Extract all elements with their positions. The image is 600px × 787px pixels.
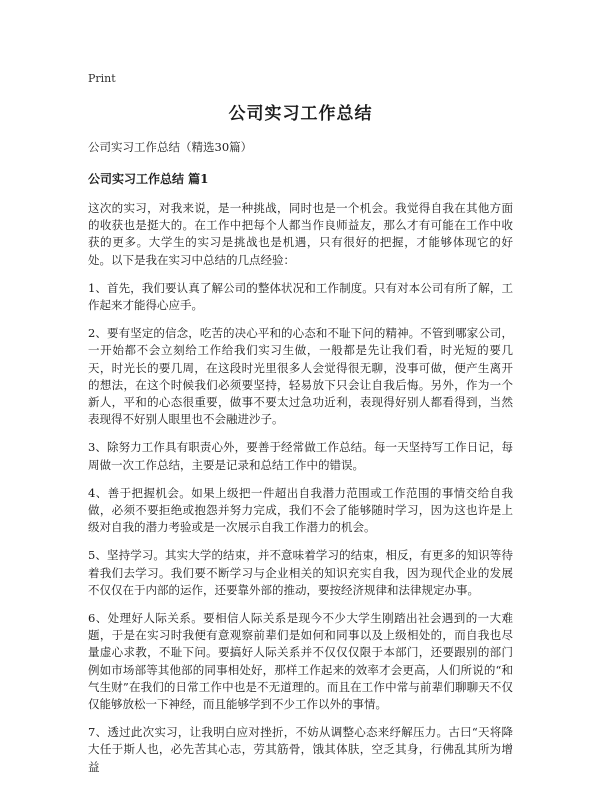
document-page bbox=[88, 72, 513, 787]
paragraph-intro: 这次的实习，对我来说，是一种挑战，同时也是一个机会。我觉得自我在其他方面的收获也是挺大的。在工作中把每个人都当作良师益友，那么才有可能在工作中收获的更多。大学生的实习是挑战也是机遇，只有很好的把握，才能够体现它的好处。以下是我在实习中总结的几点经验： bbox=[88, 201, 513, 267]
paragraph-point-3: 3、除努力工作具有职责心外，要善于经常做工作总结。每一天坚持写工作日记，每周做一次工作总结，主要是记录和总结工作中的错误。 bbox=[88, 440, 513, 472]
paragraph-point-4: 4、善于把握机会。如果上级把一件超出自我潜力范围或工作范围的事情交给自我做，必须不要拒绝或抱怨并努力完成，我们不会了能够随时学习，因为这也许是上级对自我的潜力考验或是一次展示自我工作潜力的机会。 bbox=[88, 485, 513, 535]
document-subtitle: 公司实习工作总结（精选30篇） bbox=[88, 140, 253, 154]
paragraph-point-2: 2、要有坚定的信念，吃苦的决心平和的心态和不耻下问的精神。不管到哪家公司，一开始都不会立刻给工作给我们实习生做，一般都是先让我们看，时光短的要几天，时光长的要几周，在这段时光里很多人会觉得很无聊，没事可做，便产生离开的想法，在这个时候我们必须要坚持，轻易放下只会让自我后悔。另外，作为一个新人，平和的心态很重要，做事不要太过急功近利，表现得好别人都看得到，当然表现得不好别人眼里也不会融进沙子。 bbox=[88, 326, 513, 427]
paragraph-point-6: 6、处理好人际关系。要相信人际关系是现今不少大学生刚踏出社会遇到的一大难题，于是在实习时我便有意观察前辈们是如何和同事以及上级相处的，而自我也尽量虚心求教，不耻下问。要搞好人际关系并不仅仅仅限于本部门，还要跟别的部门例如市场部等其他部的同事相处好，那样工作起来的效率才会更高，人们所说的“和气生财”在我们的日常工作中也是不无道理的。而且在工作中常与前辈们聊聊天不仅仅能够放松一下神经，而且能够学到不少工作以外的事情。 bbox=[88, 611, 513, 712]
document-title: 公司实习工作总结 bbox=[228, 104, 373, 124]
paragraph-point-1: 1、首先，我们要认真了解公司的整体状况和工作制度。只有对本公司有所了解，工作起来才能得心应手。 bbox=[88, 280, 513, 313]
section-heading: 公司实习工作总结 篇1 bbox=[88, 172, 209, 186]
print-label[interactable]: Print bbox=[88, 72, 116, 85]
paragraph-point-5: 5、坚持学习。其实大学的结束，并不意味着学习的结束，相反，有更多的知识等待着我们去学习。我们要不断学习与企业相关的知识充实自我，因为现代企业的发展不仅仅在于内部的运作，还要靠外部的推动，要按经济规律和法律规定办事。 bbox=[88, 548, 513, 597]
paragraph-point-7: 7、透过此次实习，让我明白应对挫折，不妨从调整心态来纾解压力。古曰“天将降大任于斯人也，必先苦其心志，劳其筋骨，饿其体肤，空乏其身，行佛乱其所为增益 bbox=[88, 725, 513, 774]
